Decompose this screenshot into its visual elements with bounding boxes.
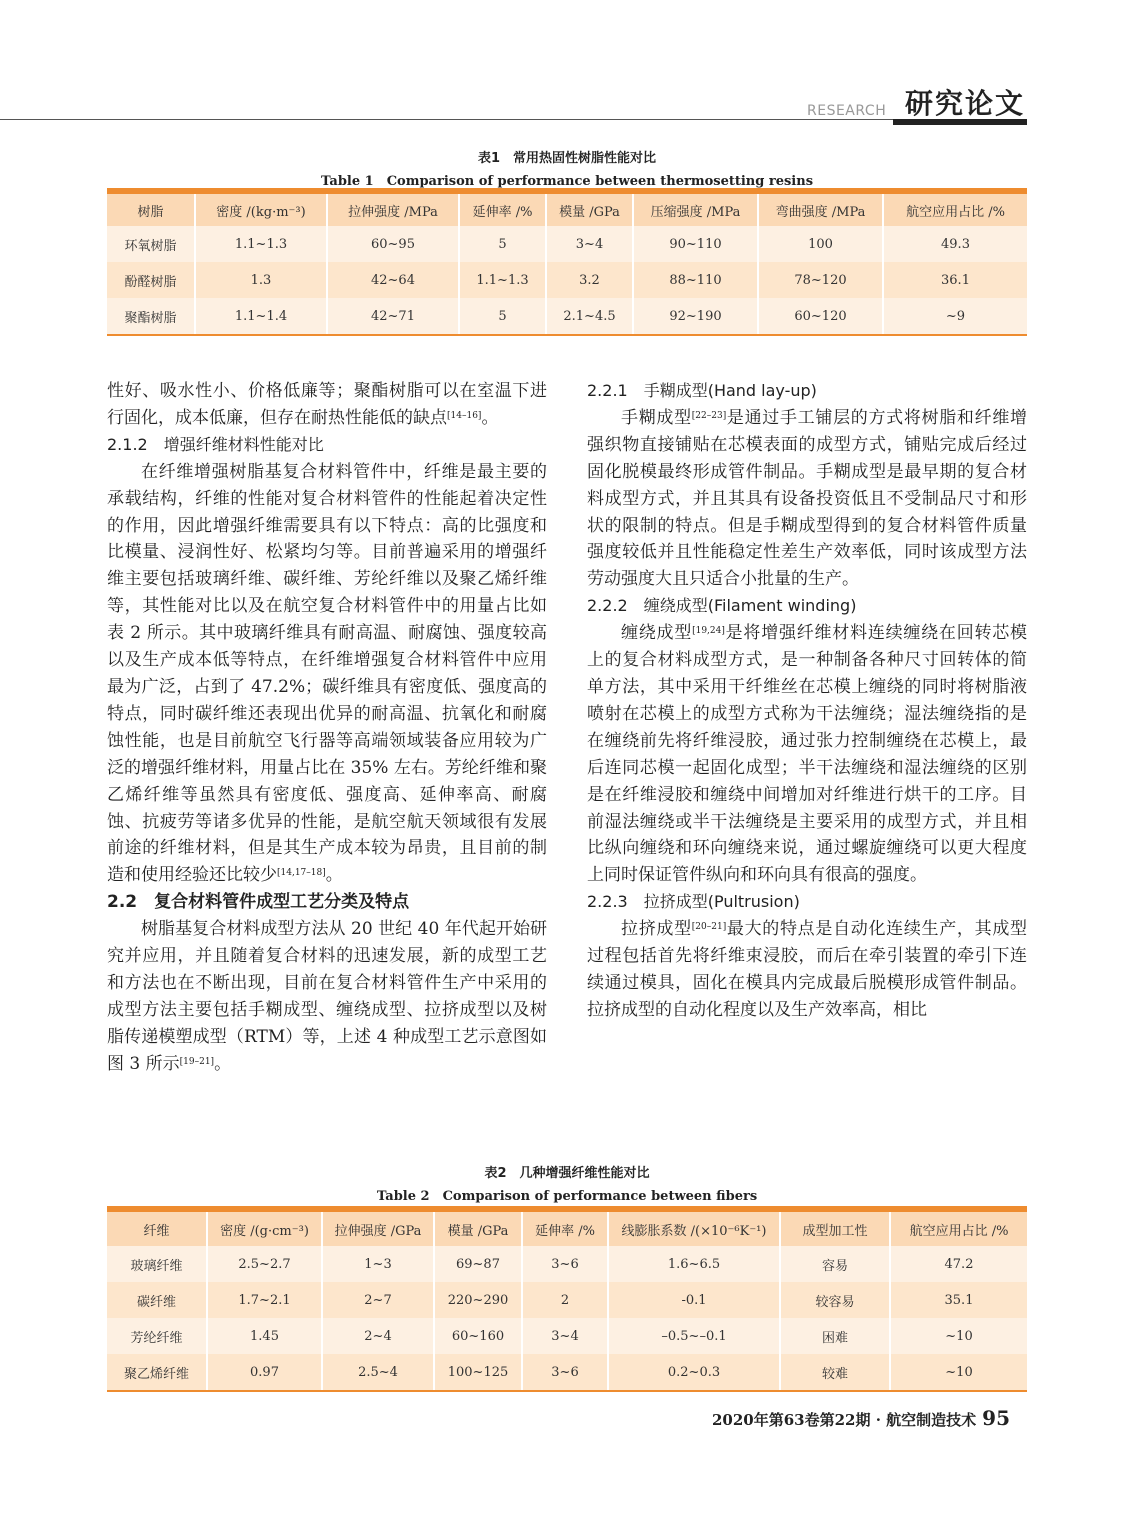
table-cell: 容易 xyxy=(780,1246,890,1282)
table-cell: 3.2 xyxy=(546,262,633,298)
table2-header-cell: 延伸率 /% xyxy=(522,1209,608,1246)
table-cell: 42~71 xyxy=(327,298,459,335)
table-cell: 35.1 xyxy=(890,1282,1027,1318)
paragraph-text: 缠绕成型 xyxy=(621,623,693,644)
table2-header-cell: 纤维 xyxy=(107,1209,207,1246)
table-cell: 聚酯树脂 xyxy=(107,298,195,335)
table2-header-cell: 航空应用占比 /% xyxy=(890,1209,1027,1246)
table-cell: 1.6~6.5 xyxy=(608,1246,780,1282)
section-heading-2-2-1: 2.2.1 手糊成型(Hand lay-up) xyxy=(587,381,817,400)
paragraph-text: 最大的特点是自动化连续生产，其成型过程包括首先将纤维束浸胶，而后在牵引装置的牵引下连续通过模具，固化在模具内完成最后脱模形成管件制品。拉挤成型的自动化程度以及生产效率高，相比 xyxy=(587,919,1028,1020)
table-cell: 90~110 xyxy=(633,226,758,262)
table-cell: 2 xyxy=(522,1282,608,1318)
table2-caption-en: Table 2 Comparison of performance between fibers xyxy=(376,1189,758,1204)
paragraph-text: 性好、吸水性小、价格低廉等；聚酯树脂可以在室温下进行固化，成本低廉，但存在耐热性能低的缺点 xyxy=(107,381,547,428)
table-cell: 1.1~1.3 xyxy=(459,262,546,298)
table-cell: 60~160 xyxy=(434,1318,522,1354)
table-cell: ~10 xyxy=(890,1318,1027,1354)
paragraph xyxy=(107,916,547,1077)
citation: [22–23] xyxy=(691,410,727,421)
table-cell: 3~4 xyxy=(546,226,633,262)
table-cell: 1.7~2.1 xyxy=(207,1282,322,1318)
table2-header-cell: 成型加工性 xyxy=(780,1209,890,1246)
table-cell: 36.1 xyxy=(883,262,1027,298)
table-row xyxy=(107,1318,1027,1354)
citation: [19–21] xyxy=(179,1056,215,1067)
table1-header-cell: 拉伸强度 /MPa xyxy=(327,191,459,226)
table-cell: 5 xyxy=(459,226,546,262)
section-heading-2-2: 2.2 复合材料管件成型工艺分类及特点 xyxy=(107,892,410,913)
table1-header-cell: 压缩强度 /MPa xyxy=(633,191,758,226)
page-footer xyxy=(700,1406,1010,1430)
table-cell: 较容易 xyxy=(780,1282,890,1318)
paragraph-text: 在纤维增强树脂基复合材料管件中，纤维是最主要的承载结构，纤维的性能对复合材料管件的性能起着决定性的作用，因此增强纤维需要具有以下特点：高的比强度和比模量、浸润性好、松紧均匀等。目前普遍采用的增强纤维主要包括玻璃纤维、碳纤维、芳纶纤维以及聚乙烯纤维等，其性能对比以及在航空复合材料管件中的用量占比如表 2 所示。其中玻璃纤维具有耐高温、耐腐蚀、强度较高以及生产成本低等特点，在纤维增强复合材料管件中应用最为广泛，占到了 47.2%；碳纤维具有密度低、强度高的特点，同时碳纤维还表现出优异的耐高温、抗氧化和耐腐蚀性能，也是目前航空飞行器等高端领域装备应用较为广泛的增强纤维材料，用量占比在 35% 左右。芳纶纤维和聚乙烯纤维等虽然具有密度低、强度高、延伸率高、耐腐蚀、抗疲劳等诸多优异的性能，是航空航天领域很有发展前途的纤维材料，但是其生产成本较为昂贵，且目前的制造和使用经验还比较少 xyxy=(107,461,547,886)
paragraph-text: 是将增强纤维材料连续缠绕在回转芯模上的复合材料成型方式，是一种制备各种尺寸回转体的简单方法，其中采用干纤维丝在芯模上缠绕的同时将树脂液喷射在芯模上的成型方式称为干法缠绕；湿法缠绕指的是在缠绕前先将纤维浸胶，通过张力控制缠绕在芯模上，最后连同芯模一起固化成型；半干法缠绕和湿法缠绕的区别是在纤维浸胶和缠绕中间增加对纤维进行烘干的工序。目前湿法缠绕或半干法缠绕是主要采用的成型方式，并且相比纵向缠绕和环向缠绕来说，通过螺旋缠绕可以更大程度上同时保证管件纵向和环向具有很高的强度。 xyxy=(587,623,1028,886)
table2-header-cell: 模量 /GPa xyxy=(434,1209,522,1246)
table-cell: 环氧树脂 xyxy=(124,238,177,254)
table-cell: 2.5~2.7 xyxy=(207,1246,322,1282)
body-column-right xyxy=(587,378,1027,1024)
table-cell: -0.1 xyxy=(608,1282,780,1318)
paragraph-text: 是通过手工铺层的方式将树脂和纤维增强织物直接铺贴在芯模表面的成型方式，铺贴完成后经过固化脱模最终形成管件制品。手糊成型是最早期的复合材料成型方式，并且其具有设备投资低且不受制品尺寸和形状的限制的特点。但是手糊成型得到的复合材料管件质量强度较低并且性能稳定性差生产效率低，同时该成型方法劳动强度大且只适合小批量的生产。 xyxy=(587,407,1028,590)
paragraph xyxy=(107,459,547,890)
body-column-left xyxy=(107,378,547,1078)
table-cell: ~10 xyxy=(890,1354,1027,1391)
table1-caption-cn: 表1 常用热固性树脂性能对比 xyxy=(477,151,657,166)
paragraph-text: 手糊成型 xyxy=(621,407,692,428)
table-cell: 1.1~1.3 xyxy=(195,226,327,262)
table2-header-cell: 线膨胀系数 /(×10⁻⁶K⁻¹) xyxy=(608,1209,780,1246)
table-row xyxy=(107,226,1027,262)
section-heading-2-2-3: 2.2.3 拉挤成型(Pultrusion) xyxy=(587,892,800,912)
table2-header-cell: 拉伸强度 /GPa xyxy=(322,1209,434,1246)
paragraph-end: 。 xyxy=(325,865,343,886)
table2-caption-cn: 表2 几种增强纤维性能对比 xyxy=(484,1166,650,1181)
table-cell: 49.3 xyxy=(883,226,1027,262)
table-cell: 78~120 xyxy=(758,262,883,298)
table-cell: –0.5~–0.1 xyxy=(608,1318,780,1354)
page-number: 95 xyxy=(982,1406,1010,1430)
table-cell: 困难 xyxy=(780,1318,890,1354)
paragraph-text: 树脂基复合材料成型方法从 20 世纪 40 年代起开始研究并应用，并且随着复合材料的迅速发展，新的成型工艺和方法也在不断出现，目前在复合材料管件生产中采用的成型方法主要包括手糊成型、缠绕成型、拉挤成型以及树脂传递模塑成型（RTM）等，上述 4 种成型工艺示意图如图 3 所示 xyxy=(107,919,547,1074)
table-cell: 2.1~4.5 xyxy=(546,298,633,335)
table-cell: 3~6 xyxy=(522,1354,608,1391)
section-heading-2-1-2: 2.1.2 增强纤维材料性能对比 xyxy=(107,434,324,454)
table-row xyxy=(107,1354,1027,1391)
table-cell: 碳纤维 xyxy=(136,1294,176,1310)
table-cell: 60~120 xyxy=(758,298,883,335)
table-cell: 0.97 xyxy=(207,1354,322,1391)
table1-header-cell: 密度 /(kg·m⁻³) xyxy=(195,191,327,226)
table-cell: 69~87 xyxy=(434,1246,522,1282)
paragraph-end: 。 xyxy=(214,1053,232,1074)
section-heading-2-2-2: 2.2.2 缠绕成型(Filament winding) xyxy=(587,596,857,616)
table-cell: 0.2~0.3 xyxy=(608,1354,780,1391)
table-cell: 1~3 xyxy=(322,1246,434,1282)
table-cell: 3~6 xyxy=(522,1246,608,1282)
table1 xyxy=(107,188,1027,336)
paragraph xyxy=(107,378,547,432)
paragraph-end: 。 xyxy=(481,407,499,428)
table-row xyxy=(107,1246,1027,1282)
table-cell: 1.1~1.4 xyxy=(195,298,327,335)
table1-header-cell: 航空应用占比 /% xyxy=(883,191,1027,226)
table-cell: 玻璃纤维 xyxy=(130,1258,183,1274)
table2-header-row xyxy=(107,1209,1027,1246)
table-cell: 88~110 xyxy=(633,262,758,298)
table-cell: 2~4 xyxy=(322,1318,434,1354)
table-row xyxy=(107,1282,1027,1318)
table-cell: ~9 xyxy=(883,298,1027,335)
section-label-cn: 研究论文 xyxy=(905,87,1026,120)
table-cell: 220~290 xyxy=(434,1282,522,1318)
table1-header-cell: 模量 /GPa xyxy=(546,191,633,226)
table-cell: 酚醛树脂 xyxy=(124,274,177,290)
table-cell: 100 xyxy=(758,226,883,262)
table1-header-cell: 弯曲强度 /MPa xyxy=(758,191,883,226)
citation: [20–21] xyxy=(691,922,727,933)
table-cell: 较难 xyxy=(780,1354,890,1391)
journal-issue: 2020年第63卷第22期 · 航空制造技术 xyxy=(711,1411,977,1429)
table-cell: 100~125 xyxy=(434,1354,522,1391)
table-cell: 3~4 xyxy=(522,1318,608,1354)
table-cell: 60~95 xyxy=(327,226,459,262)
table-row xyxy=(107,262,1027,298)
paragraph-text: 拉挤成型 xyxy=(621,919,692,940)
table-cell: 2~7 xyxy=(322,1282,434,1318)
table2 xyxy=(107,1206,1027,1392)
citation: [19,24] xyxy=(692,626,725,637)
table-cell: 2.5~4 xyxy=(322,1354,434,1391)
table1-header-cell: 延伸率 /% xyxy=(459,191,546,226)
citation: [14,17–18] xyxy=(277,868,326,879)
table-cell: 92~190 xyxy=(633,298,758,335)
table-cell: 聚乙烯纤维 xyxy=(107,1354,207,1391)
table1-caption-en: Table 1 Comparison of performance between thermosetting resins xyxy=(320,174,814,189)
header-rule xyxy=(0,119,1027,120)
table-cell: 1.3 xyxy=(195,262,327,298)
citation: [14–16] xyxy=(447,410,482,421)
table-row xyxy=(107,298,1027,335)
table-cell: 芳纶纤维 xyxy=(130,1330,183,1346)
table2-header-cell: 密度 /(g·cm⁻³) xyxy=(207,1209,322,1246)
section-label-en: RESEARCH xyxy=(807,103,887,119)
paragraph xyxy=(587,405,1027,593)
table1-header-cell: 树脂 xyxy=(107,191,195,226)
table-cell: 42~64 xyxy=(327,262,459,298)
paragraph xyxy=(587,620,1027,889)
table-cell: 47.2 xyxy=(890,1246,1027,1282)
paragraph xyxy=(587,916,1027,1024)
table-cell: 1.45 xyxy=(207,1318,322,1354)
table1-header-row xyxy=(107,191,1027,226)
table-cell: 5 xyxy=(459,298,546,335)
